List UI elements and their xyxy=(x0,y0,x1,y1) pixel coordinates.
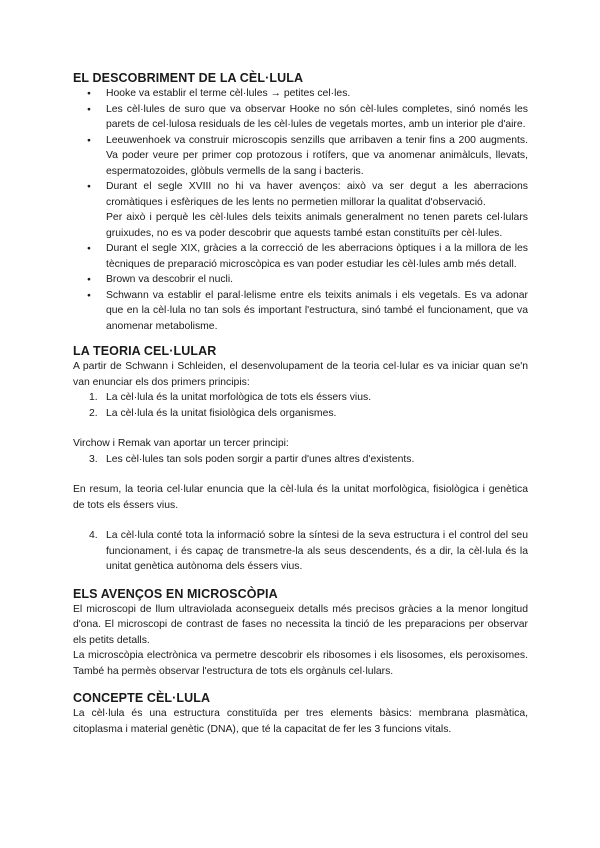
list-item-text: Les cèl·lules tan sols poden sorgir a partir d'unes altres d'existents. xyxy=(106,453,415,465)
section-title-discovery: EL DESCOBRIMENT DE LA CÈL·LULA xyxy=(73,71,304,85)
list-item: ● Durant el segle XIX, gràcies a la correcció de les aberracions òptiques i a la millora de les tècniques de preparació microscòpica es van poder estudiar les cèl·lules amb més detall. xyxy=(73,241,528,272)
list-item xyxy=(73,179,528,241)
list-item xyxy=(73,390,528,406)
list-item-text: La cèl·lula conté tota la informació sobre la síntesi de la seva estructura i el control del seu funcionament, i és capaç de transmetre-la als seus descendents, és a dir, la cèl·lula és la unitat genètica autònoma dels éssers vius. xyxy=(106,530,528,572)
third-principle-list xyxy=(73,452,528,468)
list-item-text: La cèl·lula és la unitat morfològica de tots els éssers vius. xyxy=(106,392,372,403)
discovery-bullet-list xyxy=(73,86,528,334)
cell-theory-intro: A partir de Schwann i Schleiden, el desenvolupament de la teoria cel·lular es va iniciar quan se'n van enunciar els dos primers principis: xyxy=(73,361,528,388)
fourth-principle-list xyxy=(73,528,528,575)
virchow-paragraph: Virchow i Remak van aportar un tercer principi: xyxy=(73,438,289,449)
list-number: 1. xyxy=(89,392,98,403)
list-item xyxy=(73,406,528,422)
list-item-text: Durant el segle XVIII no hi va haver avenços: això va ser degut a les aberracions cromàtiques i esfèriques de les lents no permetien millorar la qualitat d'observació. xyxy=(106,181,528,208)
microscopy-paragraph-1: El microscopi de llum ultraviolada aconsegueix detalls més precisos gràcies a la menor longitud d'ona. El microscopi de contrast de fases no necessita la tinció de les preparacions per observar els petits detalls. xyxy=(73,603,528,646)
principles-list xyxy=(73,390,528,421)
list-item-text: La cèl·lula és la unitat fisiològica dels organismes. xyxy=(106,407,337,419)
list-item-continuation: Per això i perquè les cèl·lules dels teixits animals generalment no tenen parets cel·lulars gruixudes, no es va poder descobrir que aquests també estan constituïts per cèl·lules. xyxy=(106,212,528,239)
microscopy-paragraph-2: La microscòpia electrònica va permetre descobrir els ribosomes i els lisosomes, els peroxisomes. També ha permès observar l'estructura de tots els orgànuls cel·lulars. xyxy=(73,650,528,677)
document-page xyxy=(73,70,528,737)
list-item: ● Schwann va establir el paral·lelisme entre els teixits animals i els vegetals. Es va adonar que en la cèl·lula no tan sols és important l'estructura, sinó també el funcionament, que va anomenar metabolisme. xyxy=(73,288,528,335)
summary-paragraph: En resum, la teoria cel·lular enuncia que la cèl·lula és la unitat morfològica, fisiològica i genètica de tots els éssers vius. xyxy=(73,484,528,511)
section-title-cell-concept: CONCEPTE CÈL·LULA xyxy=(73,691,211,705)
list-item xyxy=(73,528,528,575)
list-number: 2. xyxy=(89,407,98,419)
list-number: 3. xyxy=(89,453,98,465)
cell-concept-paragraph: La cèl·lula és una estructura constituïda per tres elements bàsics: membrana plasmàtica, citoplasma i material genètic (DNA), que té la capacitat de fer les 3 funcions vitals. xyxy=(73,708,528,735)
section-title-cell-theory: LA TEORIA CEL·LULAR xyxy=(73,344,217,358)
list-number: 4. xyxy=(89,530,98,541)
section-title-microscopy: ELS AVENÇOS EN MICROSCÒPIA xyxy=(73,586,278,601)
list-item: ● Les cèl·lules de suro que va observar Hooke no són cèl·lules completes, sinó només les parets de cel·lulosa residuals de les cèl·lules de vegetals mortes, amb un interior ple d'aire. xyxy=(73,102,528,133)
list-item: ● Leeuwenhoek va construir microscopis senzills que arribaven a tenir fins a 200 augments. Va poder veure per primer cop protozous i rotífers, que va anomenar animàlculs, llevats, espermatozoides, glòbuls vermells de la sang i bacteris. xyxy=(73,133,528,180)
list-item xyxy=(73,452,528,468)
list-item: ● Hooke va establir el terme cèl·lules → petites cel·les. xyxy=(73,86,528,102)
list-item: ● Brown va descobrir el nucli. xyxy=(73,272,528,288)
